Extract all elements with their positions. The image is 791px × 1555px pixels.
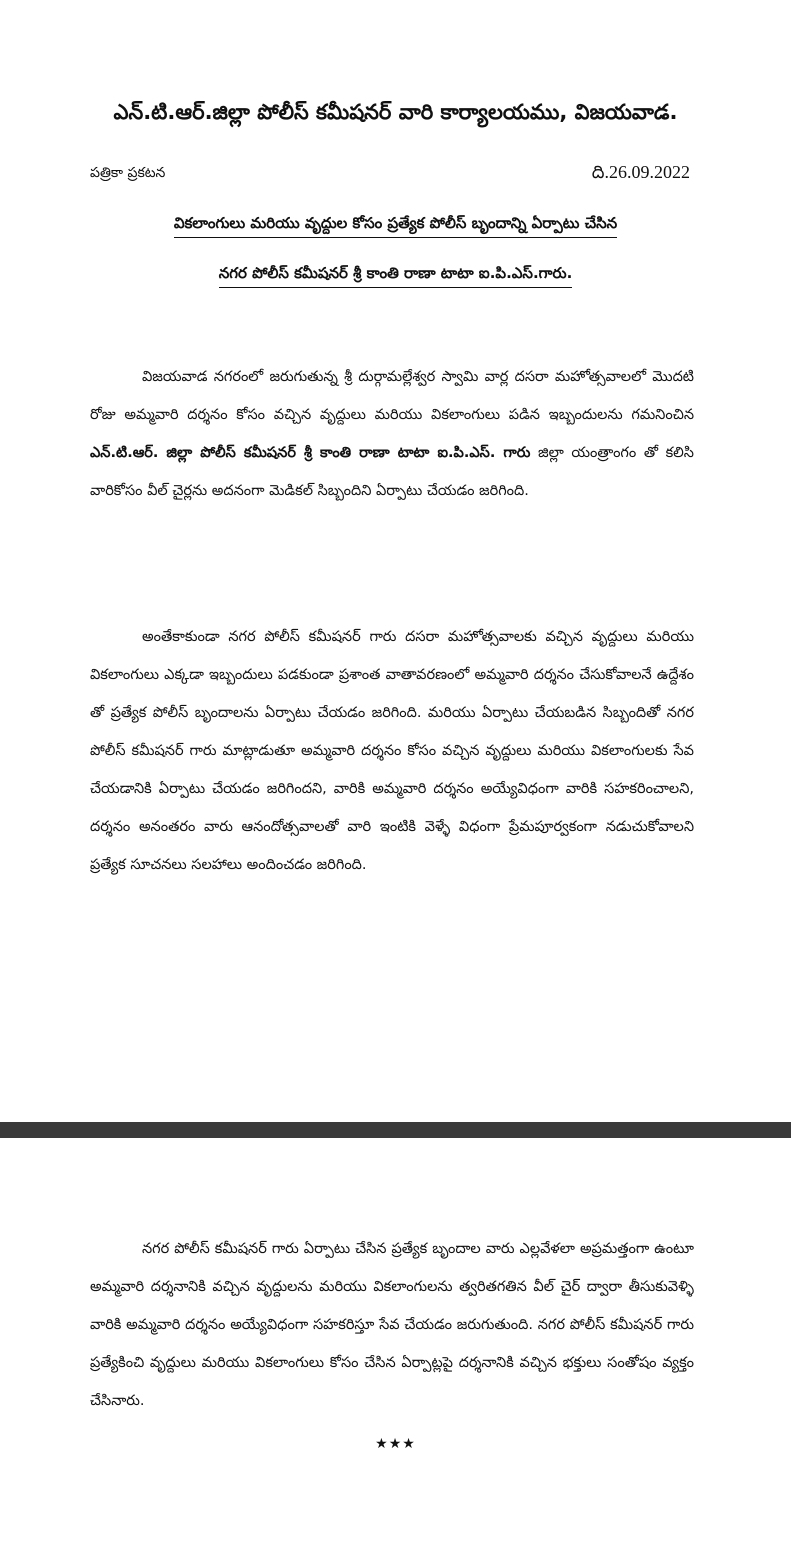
office-heading: ఎన్.టి.ఆర్.జిల్లా పోలీస్ కమీషనర్ వారి కార్యాలయము, విజయవాడ. <box>113 100 678 124</box>
paragraph-1-start: విజయవాడ నగరంలో జరుగుతున్న శ్రీ దుర్గామల్లేశ్వర స్వామి వార్ల దసరా మహోత్సవాలలో మొదటి రోజు అమ్మవారి దర్శనం కోసం వచ్చిన వృద్దులు మరియు వికలాంగులు పడిన ఇబ్బందులను గమనించిన <box>90 369 694 423</box>
subtitle-line-1 <box>40 212 751 234</box>
subtitle-line-1-text: వికలాంగులు మరియు వృద్దుల కోసం ప్రత్యేక పోలీస్ బృందాన్ని ఏర్పాటు చేసిన <box>174 214 617 238</box>
press-release-label: పత్రికా ప్రకటన <box>90 165 166 181</box>
document-page-2 <box>0 1138 791 1555</box>
paragraph-1-end: జిల్లా యంత్రాంగం తో కలిసి వారికోసం వీల్ చైర్లను అదనంగా మెడికల్ సిబ్బందిని ఏర్పాటు చేయడం జరిగింది. <box>90 445 694 499</box>
paragraph-1 <box>90 358 694 510</box>
paragraph-1-bold: ఎన్.టి.ఆర్. జిల్లా పోలీస్ కమీషనర్ శ్రీ కాంతి రాణా టాటా ఐ.పి.ఎస్. గారు <box>90 445 531 461</box>
end-stars: ★★★ <box>375 1436 416 1452</box>
release-date: ది.26.09.2022 <box>591 162 690 182</box>
paragraph-3: నగర పోలీస్ కమీషనర్ గారు ఏర్పాటు చేసిన ప్రత్యేక బృందాల వారు ఎల్లవేళలా అప్రమత్తంగా ఉంటూ అమ్మవారి దర్శనానికి వచ్చిన వృద్దులను మరియు వికలాంగులను త్వరితగతిన వీల్ చైర్ ద్వారా తీసుకువెళ్ళి వారికి అమ్మవారి దర్శనం అయ్యేవిధంగా సహకరిస్తూ సేవ చేయడం జరుగుతుంది. నగర పోలీస్ కమీషనర్ గారు ప్రత్యేకించి వృద్దులు మరియు వికలాంగులు కోసం చేసిన ఏర్పాట్లపై దర్శనానికి వచ్చిన భక్తులు సంతోషం వ్యక్తం చేసినారు. <box>90 1241 694 1409</box>
subtitle-line-2 <box>40 262 751 284</box>
subtitle-line-2-text: నగర పోలీస్ కమీషనర్ శ్రీ కాంతి రాణా టాటా ఐ.పి.ఎస్.గారు. <box>219 264 573 288</box>
paragraph-2: అంతేకాకుండా నగర పోలీస్ కమీషనర్ గారు దసరా మహోత్సవాలకు వచ్చిన వృద్దులు మరియు వికలాంగులు ఎక్కడా ఇబ్బందులు పడకుండా ప్రశాంత వాతావరణంలో అమ్మవారి దర్శనం చేసుకోవాలనే ఉద్దేశం తో ప్రత్యేక పోలీస్ బృందాలను ఏర్పాటు చేయడం జరిగింది. మరియు ఏర్పాటు చేయబడిన సిబ్బందితో నగర పోలీస్ కమీషనర్ గారు మాట్లాడుతూ అమ్మవారి దర్శనం కోసం వచ్చిన వృద్దులు మరియు వికలాంగులకు సేవ చేయడానికి ఏర్పాటు చేయడం జరిగిందని, వారికి అమ్మవారి దర్శనం అయ్యేవిధంగా వారికి సహకరించాలని, దర్శనం అనంతరం వారు ఆనందోత్సవాలతో వారి ఇంటికి వెళ్ళే విధంగా ప్రేమపూర్వకంగా నడుచుకోవాలని ప్రత్యేక సూచనలు సలహాలు అందించడం జరిగింది. <box>90 629 694 873</box>
page-separator <box>0 1122 791 1138</box>
